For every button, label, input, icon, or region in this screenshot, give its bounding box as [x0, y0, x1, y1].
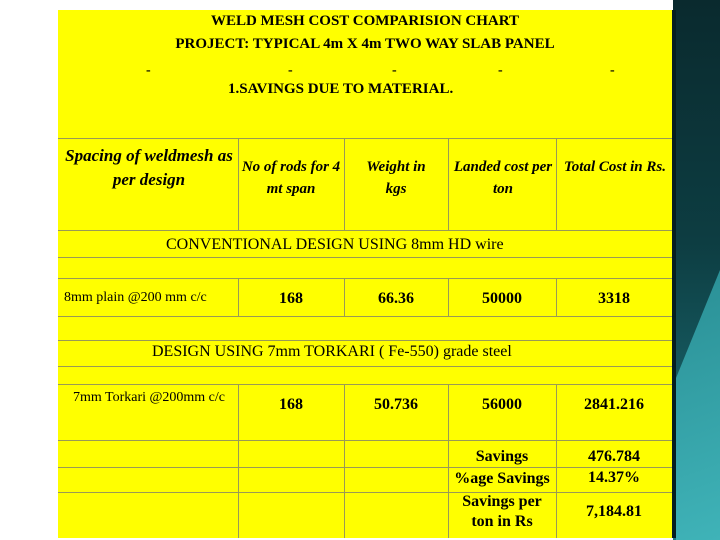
header-weight: Weight in kgs: [366, 159, 426, 197]
row-plain-landed: 50000: [482, 290, 522, 307]
section-heading: 1.SAVINGS DUE TO MATERIAL.: [228, 81, 454, 97]
grid-line: [58, 278, 672, 279]
grid-line: [58, 440, 672, 441]
savings-label: Savings: [475, 448, 529, 465]
grid-line: [58, 230, 672, 231]
cost-comparison-sheet: [58, 10, 672, 538]
grid-line: [58, 366, 672, 367]
grid-line: [58, 138, 672, 139]
dash-mark-2: -: [288, 63, 293, 78]
row-plain-spec: 8mm plain @200 mm c/c: [64, 290, 207, 305]
dash-mark-1: -: [146, 63, 151, 78]
header-spacing: Spacing of weldmesh as per design: [65, 146, 233, 189]
row-torkari-total: 2841.216: [584, 396, 644, 413]
savings-percent-value: 14.37%: [588, 469, 640, 486]
header-rods: No of rods for 4 mt span: [241, 159, 341, 197]
header-landed-cost: Landed cost per ton: [453, 159, 553, 197]
row-torkari-spec: 7mm Torkari @200mm c/c: [72, 390, 226, 405]
grid-line: [58, 467, 672, 468]
savings-value: 476.784: [588, 448, 640, 465]
row-torkari-rods: 168: [279, 396, 303, 413]
section-conventional: CONVENTIONAL DESIGN USING 8mm HD wire: [166, 236, 504, 253]
grid-line: [556, 138, 557, 230]
chart-title: WELD MESH COST COMPARISION CHART: [210, 13, 520, 29]
savings-per-ton-value: 7,184.81: [586, 503, 642, 520]
grid-line: [448, 138, 449, 230]
dash-mark-3: -: [392, 63, 397, 78]
header-total-cost: Total Cost in Rs.: [564, 159, 666, 175]
dash-mark-4: -: [498, 63, 503, 78]
section-torkari: DESIGN USING 7mm TORKARI ( Fe-550) grade steel: [152, 343, 512, 360]
row-plain-weight: 66.36: [378, 290, 414, 307]
project-subtitle: PROJECT: TYPICAL 4m X 4m TWO WAY SLAB PANEL: [175, 36, 555, 52]
row-plain-total: 3318: [598, 290, 630, 307]
grid-line: [58, 340, 672, 341]
row-plain-rods: 168: [279, 290, 303, 307]
savings-per-ton-label: Savings per ton in Rs: [462, 493, 542, 530]
grid-line: [58, 316, 672, 317]
dash-mark-5: -: [610, 63, 615, 78]
grid-line: [58, 492, 672, 493]
grid-line: [58, 257, 672, 258]
row-torkari-landed: 56000: [482, 396, 522, 413]
row-torkari-weight: 50.736: [374, 396, 418, 413]
savings-percent-label: %age Savings: [454, 470, 550, 487]
grid-line: [58, 384, 672, 385]
